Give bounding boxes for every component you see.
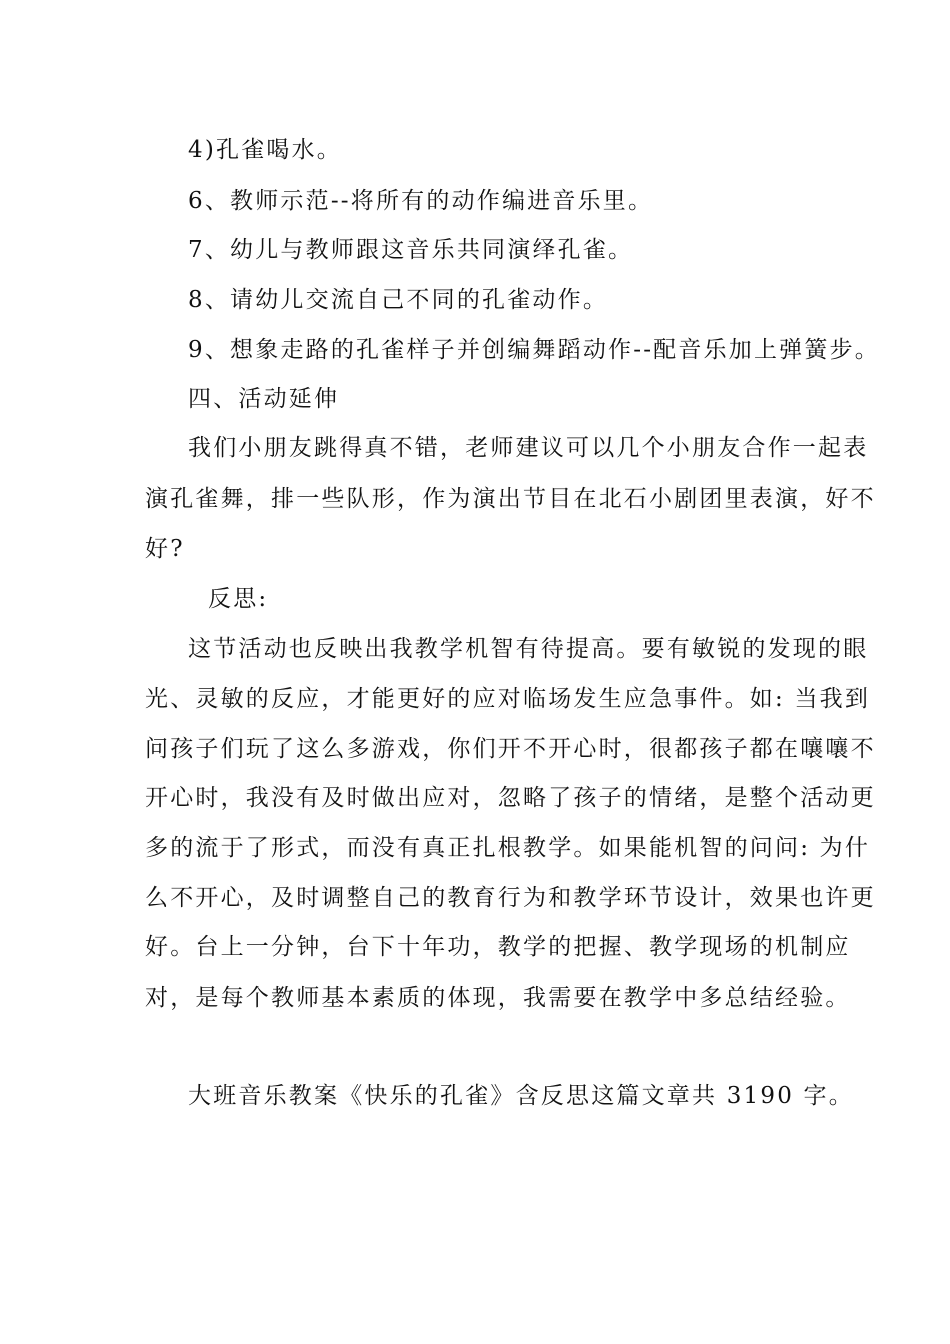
paragraph-extension-line-2: 演孔雀舞，排一些队形，作为演出节目在北石小剧团里表演，好不 — [145, 486, 876, 512]
footer-summary: 大班音乐教案《快乐的孔雀》含反思这篇文章共 3190 字。 — [188, 1083, 854, 1109]
paragraph-extension-line-1: 我们小朋友跳得真不错，老师建议可以几个小朋友合作一起表 — [188, 435, 869, 461]
paragraph-reflection-line-6: 么不开心，及时调整自己的教育行为和教学环节设计，效果也许更 — [145, 885, 876, 911]
paragraph-reflection-line-2: 光、灵敏的反应，才能更好的应对临场发生应急事件。如: 当我到 — [145, 686, 871, 712]
text-line-step-8: 8、请幼儿交流自己不同的孔雀动作。 — [188, 287, 609, 313]
paragraph-reflection-line-1: 这节活动也反映出我教学机智有待提高。要有敏锐的发现的眼 — [188, 636, 869, 662]
paragraph-extension-line-3: 好? — [145, 536, 185, 562]
section-heading-reflection: 反思: — [208, 586, 269, 612]
section-heading-extension: 四、活动延伸 — [188, 386, 340, 412]
text-line-step-9: 9、想象走路的孔雀样子并创编舞蹈动作--配音乐加上弹簧步。 — [188, 337, 880, 363]
paragraph-reflection-line-8: 对，是每个教师基本素质的体现，我需要在教学中多总结经验。 — [145, 985, 851, 1011]
text-line-step-6: 6、教师示范--将所有的动作编进音乐里。 — [188, 188, 654, 214]
paragraph-reflection-line-5: 多的流于了形式，而没有真正扎根教学。如果能机智的问问: 为什 — [145, 835, 871, 861]
paragraph-reflection-line-7: 好。台上一分钟，台下十年功，教学的把握、教学现场的机制应 — [145, 934, 851, 960]
paragraph-reflection-line-4: 开心时，我没有及时做出应对，忽略了孩子的情绪，是整个活动更 — [145, 785, 876, 811]
text-line-drinking-water: 4)孔雀喝水。 — [188, 137, 343, 163]
text-line-step-7: 7、幼儿与教师跟这音乐共同演绎孔雀。 — [188, 237, 634, 263]
paragraph-reflection-line-3: 问孩子们玩了这么多游戏，你们开不开心时，很都孩子都在嚷嚷不 — [145, 736, 876, 762]
